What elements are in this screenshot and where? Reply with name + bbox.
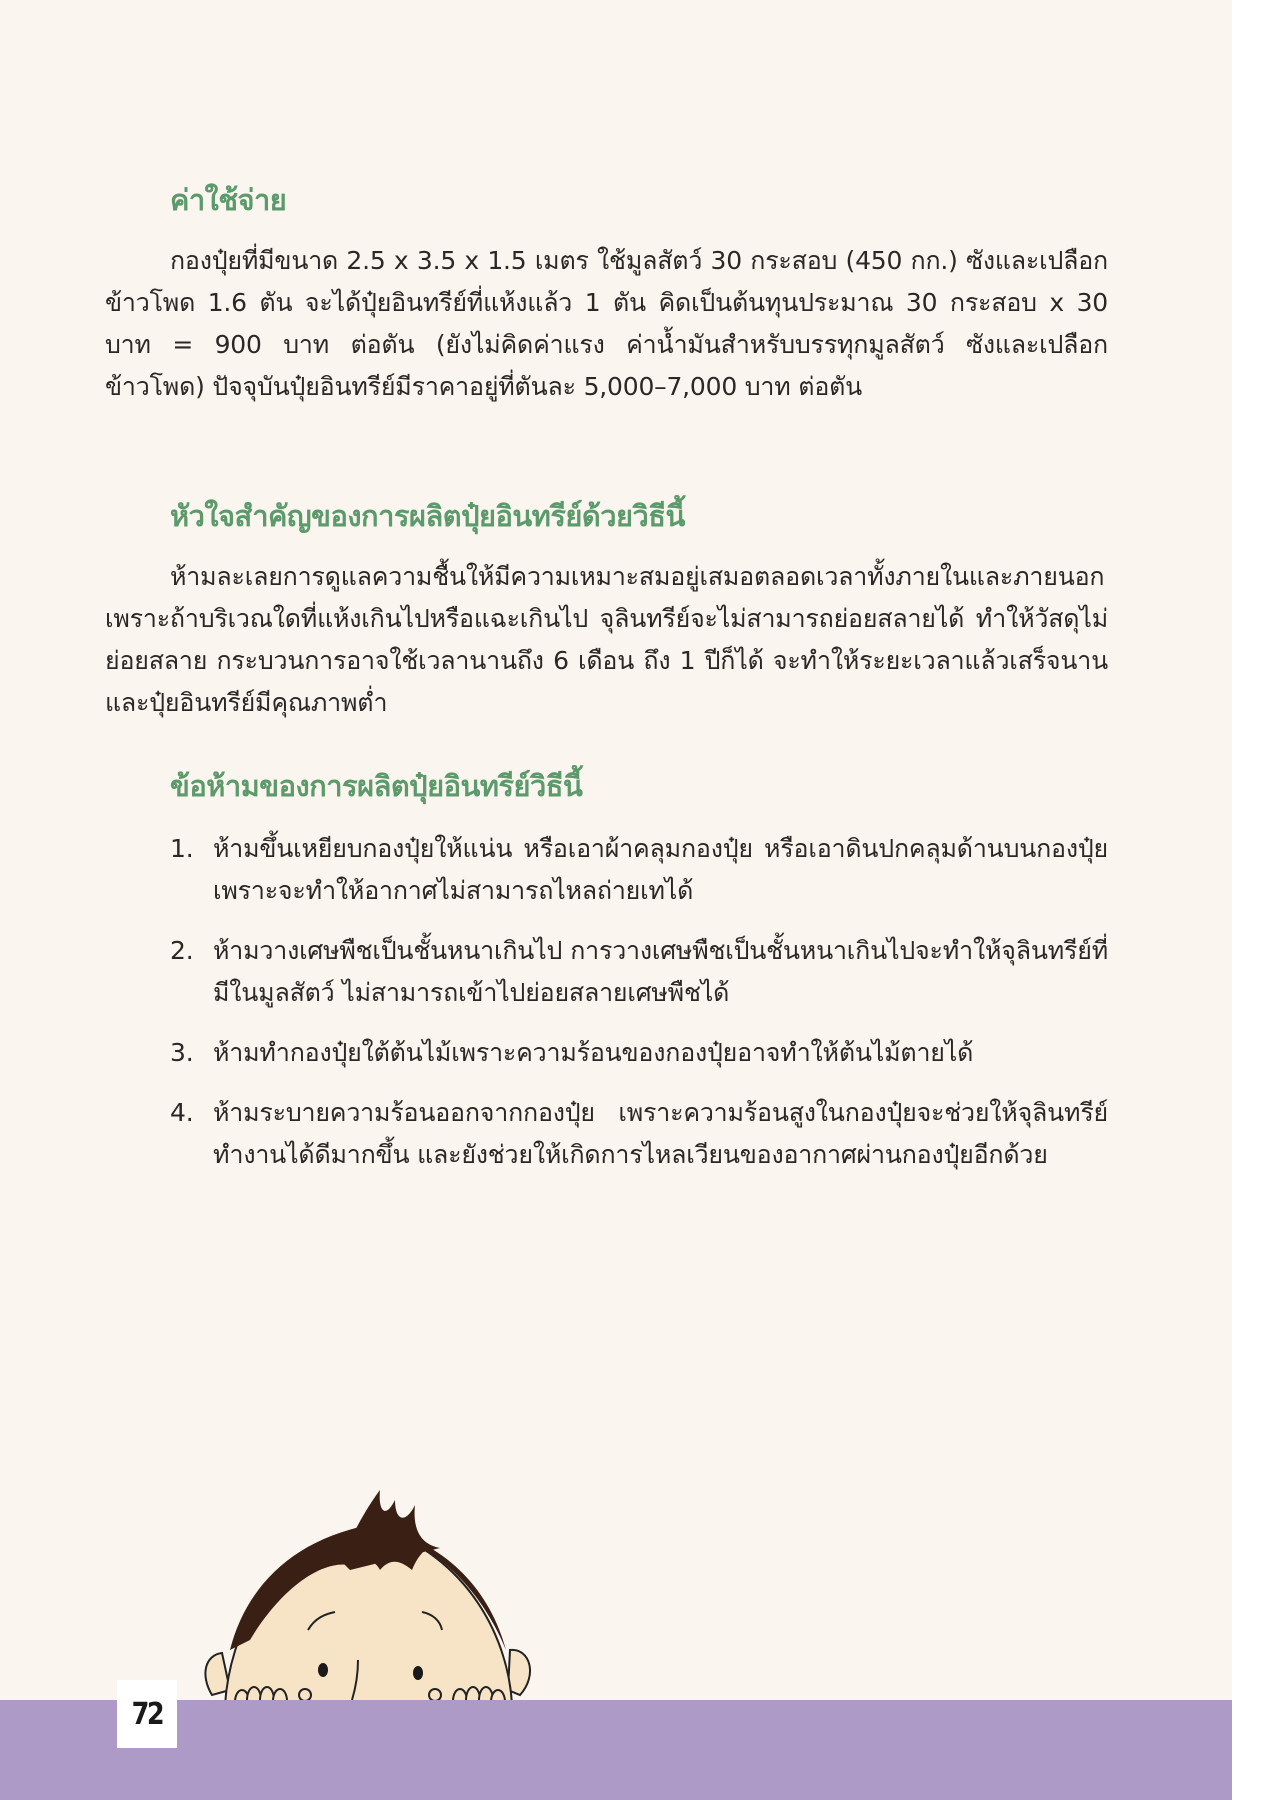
list-item-text: ห้ามวางเศษพืชเป็นชั้นหนาเกินไป การวางเศษพืชเป็นชั้นหนาเกินไปจะทำให้จุลินทรีย์ที่มีในมูลสัตว์ ไม่สามารถเข้าไปย่อยสลายเศษพืชได้ (213, 936, 1108, 1007)
paragraph-cost: กองปุ๋ยที่มีขนาด 2.5 x 3.5 x 1.5 เมตร ใช้มูลสัตว์ 30 กระสอบ (450 กก.) ซังและเปลือกข้าวโพด 1.6 ตัน จะได้ปุ๋ยอินทรีย์ที่แห้งแล้ว 1 ตัน คิดเป็นต้นทุนประมาณ 30 กระสอบ x 30 บาท = 900 บาท ต่อตัน (ยังไม่คิดค่าแรง ค่าน้ำมันสำหรับบรรทุกมูลสัตว์ ซังและเปลือกข้าวโพด) ปัจจุบันปุ๋ยอินทรีย์มีราคาอยู่ที่ตันละ 5,000–7,000 บาท ต่อตัน (105, 246, 1108, 401)
paragraph-key-point: ห้ามละเลยการดูแลความชื้นให้มีความเหมาะสมอยู่เสมอตลอดเวลาทั้งภายในและภายนอก เพราะถ้าบริเวณใดที่แห้งเกินไปหรือแฉะเกินไป จุลินทรีย์จะไม่สามารถย่อยสลายได้ ทำให้วัสดุไม่ย่อยสลาย กระบวนการอาจใช้เวลานานถึง 6 เดือน ถึง 1 ปีก็ได้ จะทำให้ระยะเวลาแล้วเสร็จนาน และปุ๋ยอินทรีย์มีคุณภาพต่ำ (105, 562, 1108, 717)
peeking-cartoon-boy-icon (190, 1490, 550, 1730)
page-number: 72 (131, 1696, 163, 1732)
page-number-box (117, 1680, 177, 1748)
heading-prohibitions: ข้อห้ามของการผลิตปุ๋ยอินทรีย์วิธีนี้ (170, 769, 583, 803)
list-item (170, 1092, 1108, 1176)
right-margin (1232, 0, 1272, 1800)
heading-cost: ค่าใช้จ่าย (170, 183, 287, 217)
list-item (170, 828, 1108, 912)
list-item-number: 4. (170, 1098, 194, 1127)
list-item-text: ห้ามขึ้นเหยียบกองปุ๋ยให้แน่น หรือเอาผ้าคลุมกองปุ๋ย หรือเอาดินปกคลุมด้านบนกองปุ๋ยเพราะจะทำให้อากาศไม่สามารถไหลถ่ายเทได้ (213, 834, 1108, 905)
list-item (170, 930, 1108, 1014)
prohibitions-list (170, 828, 1108, 1194)
list-item-number: 1. (170, 834, 194, 863)
list-item-number: 3. (170, 1038, 194, 1067)
list-item (170, 1032, 1108, 1074)
footer-band (0, 1700, 1232, 1800)
list-item-text: ห้ามทำกองปุ๋ยใต้ต้นไม้เพราะความร้อนของกองปุ๋ยอาจทำให้ต้นไม้ตายได้ (213, 1038, 974, 1067)
list-item-number: 2. (170, 936, 194, 965)
list-item-text: ห้ามระบายความร้อนออกจากกองปุ๋ย เพราะความร้อนสูงในกองปุ๋ยจะช่วยให้จุลินทรีย์ทำงานได้ดีมากขึ้น และยังช่วยให้เกิดการไหลเวียนของอากาศผ่านกองปุ๋ยอีกด้วย (213, 1098, 1108, 1169)
heading-key-point: หัวใจสำคัญของการผลิตปุ๋ยอินทรีย์ด้วยวิธีนี้ (170, 499, 685, 533)
